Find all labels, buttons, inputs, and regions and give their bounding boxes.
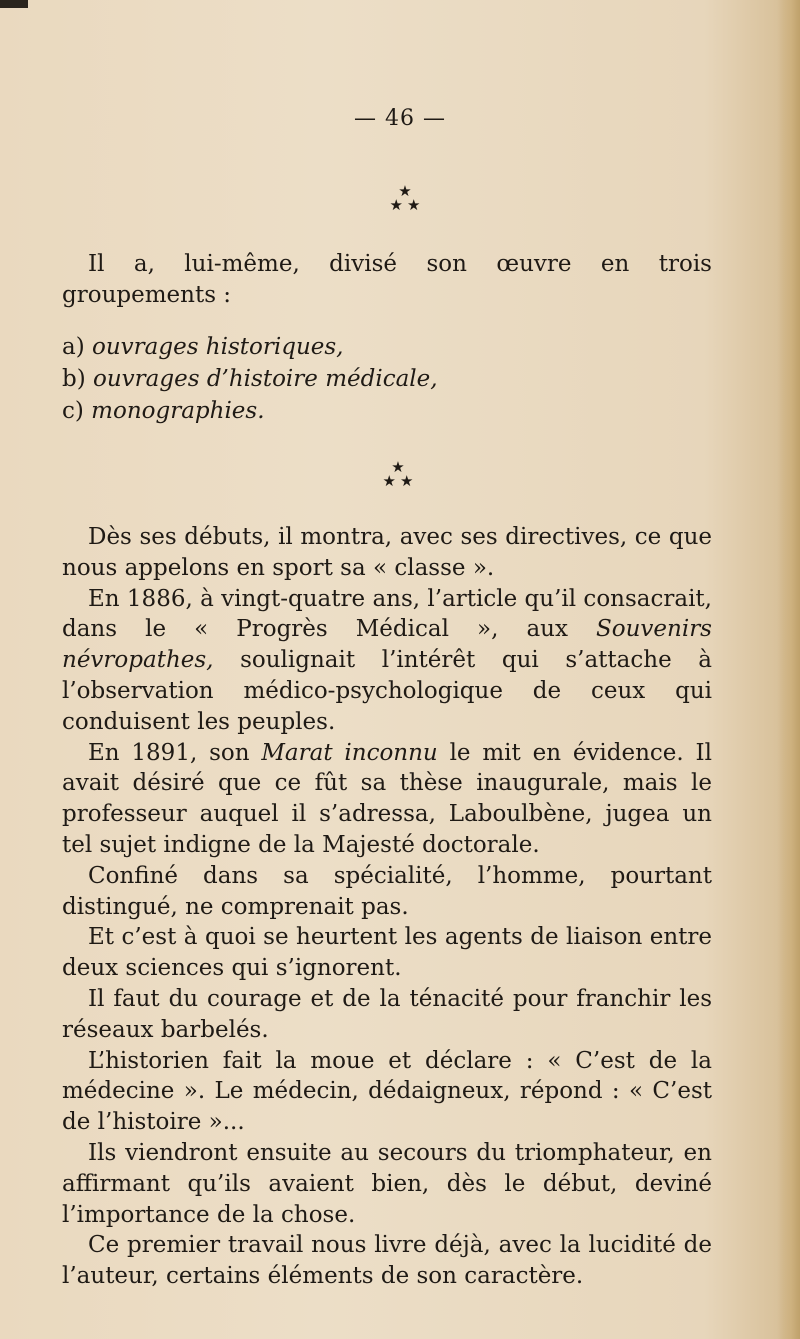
list-item-label: ouvrages d’histoire médicale,: [93, 366, 438, 392]
asterism-separator: [0, 460, 798, 488]
paragraph-7: L’historien fait la moue et déclare : « C’est de la médecine ». Le médecin, dédaigneux, répond : « C’est de l’histoire »...: [62, 1047, 712, 1136]
paragraph-2-italic: Souvenirs névropathes,: [62, 616, 712, 674]
body-text: [62, 522, 712, 1292]
list-item: [62, 363, 712, 395]
asterism-bottom: ★★: [389, 196, 425, 214]
paragraph-2: [62, 584, 712, 738]
paragraph-1: Dès ses débuts, il montra, avec ses directives, ce que nous appelons en sport sa « classe ».: [62, 524, 712, 581]
paragraph-2-part-a: En 1886, à vingt-quatre ans, l’article qu’il consacrait, dans le « Progrès Médical », aux: [62, 585, 712, 643]
list-item: [62, 331, 712, 363]
paragraph-2-part-b: soulignait l’intérêt qui s’attache à l’observation médico-psychologique de ceux qui conduisent les peuples.: [62, 647, 712, 735]
scan-corner-mark: [0, 0, 28, 8]
page-number: — 46 —: [354, 106, 446, 131]
asterism-top: ★: [391, 458, 405, 476]
asterism-bottom: ★★: [382, 472, 418, 490]
paragraph-3-part-a: En 1891, son: [88, 739, 262, 766]
list-item-label: ouvrages historiques,: [92, 334, 344, 360]
list-item-letter: a): [62, 334, 85, 360]
paragraph-3-italic: Marat inconnu: [261, 739, 438, 766]
list-item-label: monographies.: [91, 398, 265, 424]
paragraph-4: Confiné dans sa spécialité, l’homme, pourtant distingué, ne comprenait pas.: [62, 862, 712, 920]
paragraph-3-part-b: le mit en évidence. Il avait désiré que ce fût sa thèse inaugurale, mais le professeur auquel il s’adressa, Laboulbène, jugea un tel sujet indigne de la Majesté doctorale.: [62, 739, 712, 858]
paragraph-5: Et c’est à quoi se heurtent les agents de liaison entre deux sciences qui s’ignorent.: [62, 924, 712, 982]
paragraph-9: Ce premier travail nous livre déjà, avec la lucidité de l’auteur, certains éléments de son caractère.: [62, 1232, 712, 1290]
list-item-letter: c): [62, 398, 84, 424]
intro-text: Il a, lui-même, divisé son œuvre en trois groupements :: [62, 251, 712, 308]
intro-paragraph: [62, 249, 712, 311]
asterism-top: ★: [398, 182, 412, 200]
asterism-separator: [5, 184, 800, 212]
groupings-list: [62, 331, 712, 427]
paragraph-8: Ils viendront ensuite au secours du triomphateur, en affirmant qu’ils avaient bien, dès le début, deviné l’importance de la chose.: [62, 1139, 712, 1228]
paragraph-3: [62, 738, 712, 861]
list-item: [62, 395, 712, 427]
list-item-letter: b): [62, 366, 86, 392]
paragraph-6: Il faut du courage et de la ténacité pour franchir les réseaux barbelés.: [62, 985, 712, 1043]
